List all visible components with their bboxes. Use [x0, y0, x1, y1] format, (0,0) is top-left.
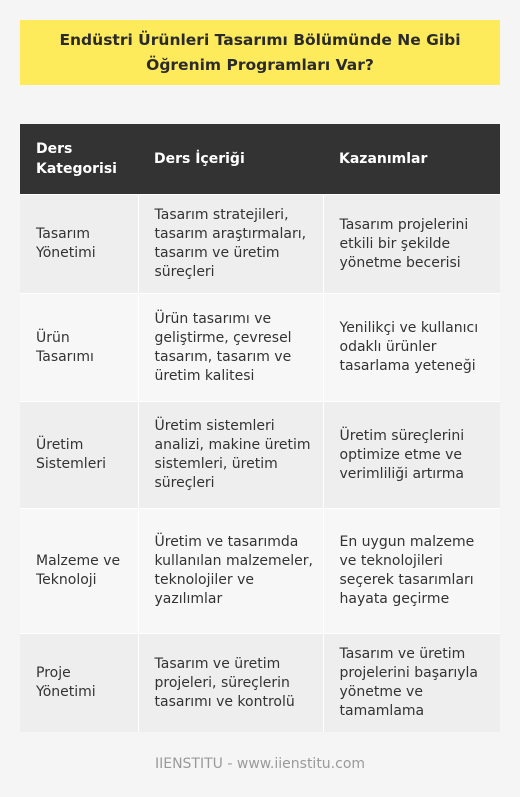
curriculum-table	[20, 124, 500, 732]
cell-outcome: Tasarım ve üretim projelerini başarıyla yönetme ve tamamlama	[323, 634, 500, 733]
cell-category: Ürün Tasarımı	[20, 294, 138, 402]
cell-outcome: Üretim süreçlerini optimize etme ve verimliliği artırma	[323, 402, 500, 509]
title-banner	[20, 20, 500, 85]
header-category: Ders Kategorisi	[20, 124, 138, 195]
cell-outcome: Tasarım projelerini etkili bir şekilde yönetme becerisi	[323, 195, 500, 294]
cell-category: Üretim Sistemleri	[20, 402, 138, 509]
cell-content: Üretim sistemleri analizi, makine üretim sistemleri, üretim süreçleri	[138, 402, 323, 509]
header-outcomes: Kazanımlar	[323, 124, 500, 195]
page-title: Endüstri Ürünleri Tasarımı Bölümünde Ne Gibi Öğrenim Programları Var?	[59, 30, 461, 74]
cell-content: Üretim ve tasarımda kullanılan malzemeler, teknolojiler ve yazılımlar	[138, 509, 323, 634]
cell-outcome: En uygun malzeme ve teknolojileri seçerek tasarımları hayata geçirme	[323, 509, 500, 634]
footer-credit: IIENSTITU - www.iienstitu.com	[154, 756, 366, 772]
table-row	[20, 195, 500, 294]
cell-category: Malzeme ve Teknoloji	[20, 509, 138, 634]
cell-content: Tasarım ve üretim projeleri, süreçlerin tasarımı ve kontrolü	[138, 634, 323, 733]
cell-category: Tasarım Yönetimi	[20, 195, 138, 294]
table-row	[20, 509, 500, 634]
cell-content: Tasarım stratejileri, tasarım araştırmaları, tasarım ve üretim süreçleri	[138, 195, 323, 294]
header-content: Ders İçeriği	[138, 124, 323, 195]
cell-content: Ürün tasarımı ve geliştirme, çevresel tasarım, tasarım ve üretim kalitesi	[138, 294, 323, 402]
cell-outcome: Yenilikçi ve kullanıcı odaklı ürünler tasarlama yeteneği	[323, 294, 500, 402]
table-row	[20, 402, 500, 509]
cell-category: Proje Yönetimi	[20, 634, 138, 733]
table-row	[20, 634, 500, 733]
table-row	[20, 294, 500, 402]
table-header-row	[20, 124, 500, 195]
